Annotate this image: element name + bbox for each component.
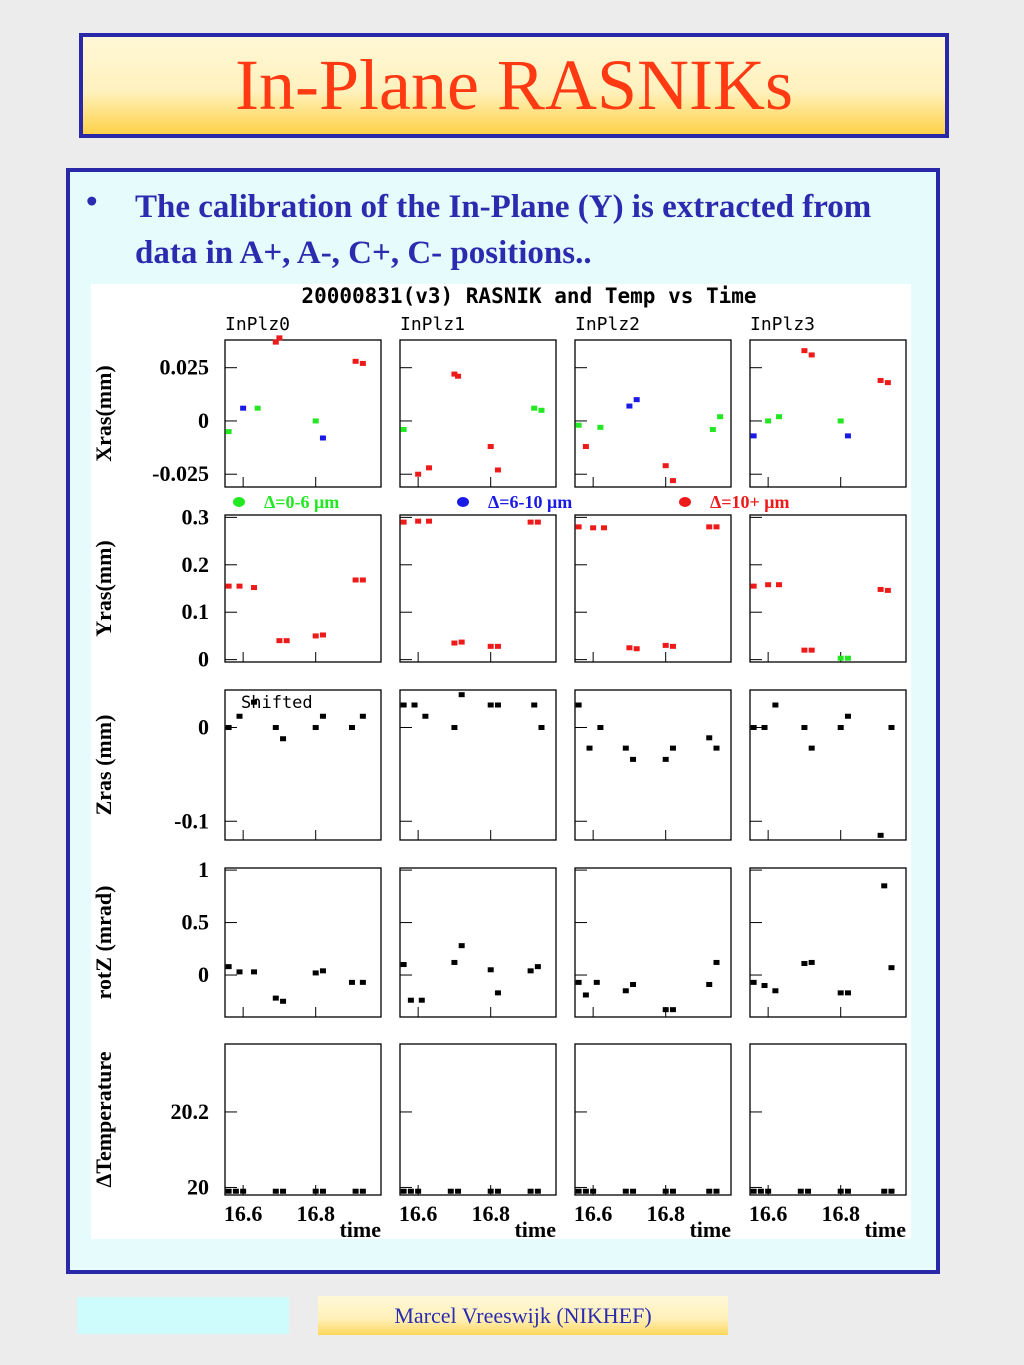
y-tick-label: 0: [198, 407, 209, 433]
data-point: [240, 406, 246, 411]
y-tick-label: 0.1: [181, 599, 209, 625]
data-point: [845, 1189, 851, 1194]
data-point: [488, 1189, 494, 1194]
data-point: [538, 408, 544, 413]
data-point: [838, 1189, 844, 1194]
data-point: [670, 1007, 676, 1012]
column-label: InPlz0: [225, 314, 291, 335]
data-point: [594, 980, 600, 985]
data-point: [772, 703, 778, 708]
data-point: [459, 692, 465, 697]
slide-title: In-Plane RASNIKs: [235, 45, 793, 125]
data-point: [765, 582, 771, 587]
data-point: [422, 714, 428, 719]
data-point: [751, 1189, 757, 1194]
y-tick-label: 1: [198, 857, 209, 883]
column-label: InPlz1: [400, 314, 466, 335]
data-point: [495, 990, 501, 995]
data-point: [713, 1189, 719, 1194]
data-point: [459, 943, 465, 948]
x-tick-label: 16.8: [296, 1201, 335, 1226]
data-point: [670, 644, 676, 649]
x-tick-label: 16.6: [398, 1201, 438, 1226]
data-point: [758, 1189, 764, 1194]
data-point: [280, 736, 286, 741]
y-axis-label: Xras(mm): [91, 365, 116, 462]
data-point: [838, 418, 844, 423]
data-point: [535, 1189, 541, 1194]
data-point: [663, 757, 669, 762]
data-point: [451, 725, 457, 730]
data-point: [240, 1189, 246, 1194]
data-point: [805, 1189, 811, 1194]
data-point: [237, 714, 243, 719]
data-point: [590, 1189, 596, 1194]
data-point: [801, 648, 807, 653]
legend-marker: [233, 497, 245, 507]
data-point: [226, 429, 232, 434]
x-tick-label: 16.8: [646, 1201, 685, 1226]
x-axis-label: time: [339, 1217, 381, 1239]
data-point: [284, 638, 290, 643]
data-point: [713, 524, 719, 529]
data-point: [276, 335, 282, 340]
plot-frame: [400, 340, 556, 487]
x-axis-label: time: [864, 1217, 906, 1239]
data-point: [798, 1189, 804, 1194]
y-axis-label: Yras(mm): [91, 540, 116, 637]
title-banner: [79, 33, 949, 138]
plot-frame: [575, 868, 731, 1017]
data-point: [280, 1189, 286, 1194]
data-point: [226, 964, 232, 969]
footer-left-block: [77, 1297, 289, 1334]
plot-frame: [750, 868, 906, 1017]
data-point: [801, 348, 807, 353]
data-point: [349, 725, 355, 730]
y-tick-label: 20.2: [170, 1098, 209, 1124]
data-point: [320, 632, 326, 637]
data-point: [531, 703, 537, 708]
data-point: [878, 378, 884, 383]
y-tick-label: 0.2: [181, 551, 209, 577]
plot-frame: [575, 690, 731, 840]
data-point: [233, 1189, 239, 1194]
data-point: [320, 968, 326, 973]
data-point: [888, 725, 894, 730]
data-point: [601, 525, 607, 530]
data-point: [401, 427, 407, 432]
data-point: [415, 1189, 421, 1194]
data-point: [776, 414, 782, 419]
data-point: [226, 725, 232, 730]
data-point: [706, 982, 712, 987]
data-point: [576, 423, 582, 428]
legend-label: Δ=0-6 μm: [264, 492, 340, 512]
data-point: [451, 960, 457, 965]
data-point: [881, 883, 887, 888]
x-axis-label: time: [514, 1217, 556, 1239]
data-point: [451, 641, 457, 646]
data-point: [495, 467, 501, 472]
y-tick-label: 0.025: [159, 354, 209, 380]
data-point: [751, 980, 757, 985]
data-point: [597, 425, 603, 430]
data-point: [838, 990, 844, 995]
data-point: [576, 703, 582, 708]
data-point: [878, 833, 884, 838]
data-point: [401, 962, 407, 967]
plot-frame: [750, 340, 906, 487]
data-point: [751, 725, 757, 730]
data-point: [801, 961, 807, 966]
data-point: [415, 472, 421, 477]
shifted-annotation: Shifted: [241, 693, 313, 713]
data-point: [237, 584, 243, 589]
plot-frame: [400, 1044, 556, 1195]
data-point: [408, 998, 414, 1003]
plot-frame: [225, 868, 381, 1017]
data-point: [426, 519, 432, 524]
data-point: [488, 703, 494, 708]
legend-marker: [457, 497, 469, 507]
data-point: [630, 757, 636, 762]
plot-frame: [225, 515, 381, 662]
data-point: [713, 960, 719, 965]
data-point: [590, 525, 596, 530]
y-tick-label: 20: [187, 1174, 209, 1200]
plot-frame: [400, 690, 556, 840]
data-point: [717, 414, 723, 419]
data-point: [360, 714, 366, 719]
bullet-marker: •: [86, 184, 98, 220]
data-point: [276, 638, 282, 643]
footer-author: Marcel Vreeswijk (NIKHEF): [318, 1296, 728, 1335]
data-point: [280, 999, 286, 1004]
y-tick-label: -0.1: [174, 808, 209, 834]
data-point: [626, 645, 632, 650]
y-tick-label: 0: [198, 646, 209, 672]
data-point: [845, 990, 851, 995]
data-point: [273, 996, 279, 1001]
data-point: [459, 640, 465, 645]
data-point: [845, 656, 851, 661]
data-point: [528, 1189, 534, 1194]
data-point: [576, 524, 582, 529]
data-point: [809, 352, 815, 357]
data-point: [495, 644, 501, 649]
data-point: [772, 988, 778, 993]
data-point: [273, 340, 279, 345]
data-point: [706, 524, 712, 529]
column-label: InPlz3: [750, 314, 816, 335]
data-point: [885, 588, 891, 593]
data-point: [762, 725, 768, 730]
data-point: [751, 433, 757, 438]
data-point: [313, 418, 319, 423]
data-point: [448, 1189, 454, 1194]
data-point: [623, 1189, 629, 1194]
data-point: [415, 519, 421, 524]
data-point: [845, 714, 851, 719]
data-point: [535, 964, 541, 969]
y-tick-label: 0: [198, 962, 209, 988]
data-point: [888, 965, 894, 970]
data-point: [706, 1189, 712, 1194]
x-tick-label: 16.6: [573, 1201, 613, 1226]
data-point: [634, 646, 640, 651]
data-point: [320, 1189, 326, 1194]
data-point: [587, 746, 593, 751]
data-point: [528, 968, 534, 973]
data-point: [412, 703, 418, 708]
plot-frame: [400, 515, 556, 662]
data-point: [408, 1189, 414, 1194]
data-point: [226, 584, 232, 589]
data-point: [353, 577, 359, 582]
data-point: [237, 969, 243, 974]
data-point: [360, 1189, 366, 1194]
y-axis-label: rotZ (mrad): [91, 885, 116, 1000]
data-point: [576, 1189, 582, 1194]
y-tick-label: 0.3: [181, 504, 209, 530]
y-tick-label: 0.5: [181, 909, 209, 935]
y-axis-label: ΔTemperature: [91, 1051, 116, 1188]
data-point: [630, 1189, 636, 1194]
data-point: [360, 361, 366, 366]
data-point: [535, 520, 541, 525]
plot-frame: [575, 515, 731, 662]
data-point: [885, 380, 891, 385]
data-point: [751, 584, 757, 589]
chart-title: 20000831(v3) RASNIK and Temp vs Time: [301, 284, 757, 308]
data-point: [838, 656, 844, 661]
data-point: [353, 359, 359, 364]
data-point: [670, 478, 676, 483]
data-point: [583, 1189, 589, 1194]
data-point: [360, 980, 366, 985]
data-point: [663, 1007, 669, 1012]
data-point: [455, 374, 461, 379]
data-point: [888, 1189, 894, 1194]
legend-label: Δ=10+ μm: [710, 492, 790, 512]
data-point: [273, 1189, 279, 1194]
data-point: [623, 746, 629, 751]
data-point: [809, 960, 815, 965]
data-point: [765, 1189, 771, 1194]
x-tick-label: 16.6: [223, 1201, 263, 1226]
data-point: [710, 427, 716, 432]
plot-frame: [575, 1044, 731, 1195]
data-point: [706, 735, 712, 740]
data-point: [597, 725, 603, 730]
plot-frame: [225, 1044, 381, 1195]
data-point: [845, 433, 851, 438]
data-point: [360, 577, 366, 582]
data-point: [495, 703, 501, 708]
data-point: [313, 725, 319, 730]
data-point: [313, 970, 319, 975]
data-point: [713, 746, 719, 751]
data-point: [495, 1189, 501, 1194]
y-tick-label: -0.025: [152, 461, 209, 487]
data-point: [663, 463, 669, 468]
x-tick-label: 16.8: [471, 1201, 510, 1226]
data-point: [251, 969, 257, 974]
data-point: [583, 992, 589, 997]
data-point: [838, 725, 844, 730]
data-point: [528, 520, 534, 525]
data-point: [538, 725, 544, 730]
data-point: [313, 633, 319, 638]
data-point: [531, 406, 537, 411]
data-point: [881, 1189, 887, 1194]
legend-label: Δ=6-10 μm: [488, 492, 573, 512]
data-point: [349, 980, 355, 985]
data-point: [488, 644, 494, 649]
data-point: [583, 444, 589, 449]
rasnik-chart: [91, 284, 911, 1239]
data-point: [765, 418, 771, 423]
legend-marker: [679, 497, 691, 507]
data-point: [878, 587, 884, 592]
bullet-text: The calibration of the In-Plane (Y) is extracted from data in A+, A-, C+, C- positions..: [135, 189, 872, 271]
data-point: [313, 1189, 319, 1194]
data-point: [226, 1189, 232, 1194]
data-point: [255, 406, 261, 411]
data-point: [488, 444, 494, 449]
data-point: [401, 1189, 407, 1194]
plot-frame: [400, 868, 556, 1017]
data-point: [251, 585, 257, 590]
data-point: [419, 998, 425, 1003]
data-point: [663, 1189, 669, 1194]
data-point: [809, 746, 815, 751]
data-point: [809, 648, 815, 653]
y-tick-label: 0: [198, 714, 209, 740]
plot-frame: [750, 1044, 906, 1195]
x-axis-label: time: [689, 1217, 731, 1239]
data-point: [426, 465, 432, 470]
data-point: [801, 725, 807, 730]
plot-frame: [575, 340, 731, 487]
data-point: [401, 703, 407, 708]
data-point: [576, 980, 582, 985]
data-point: [488, 967, 494, 972]
data-point: [670, 1189, 676, 1194]
data-point: [353, 1189, 359, 1194]
x-tick-label: 16.6: [748, 1201, 788, 1226]
data-point: [320, 436, 326, 441]
plot-frame: [750, 690, 906, 840]
data-point: [663, 643, 669, 648]
data-point: [630, 982, 636, 987]
data-point: [401, 520, 407, 525]
data-point: [670, 746, 676, 751]
data-point: [626, 404, 632, 409]
column-label: InPlz2: [575, 314, 641, 335]
data-point: [762, 983, 768, 988]
data-point: [623, 988, 629, 993]
data-point: [776, 582, 782, 587]
y-axis-label: Zras (mm): [91, 714, 116, 816]
data-point: [455, 1189, 461, 1194]
x-tick-label: 16.8: [821, 1201, 860, 1226]
data-point: [634, 397, 640, 402]
data-point: [273, 725, 279, 730]
data-point: [320, 714, 326, 719]
